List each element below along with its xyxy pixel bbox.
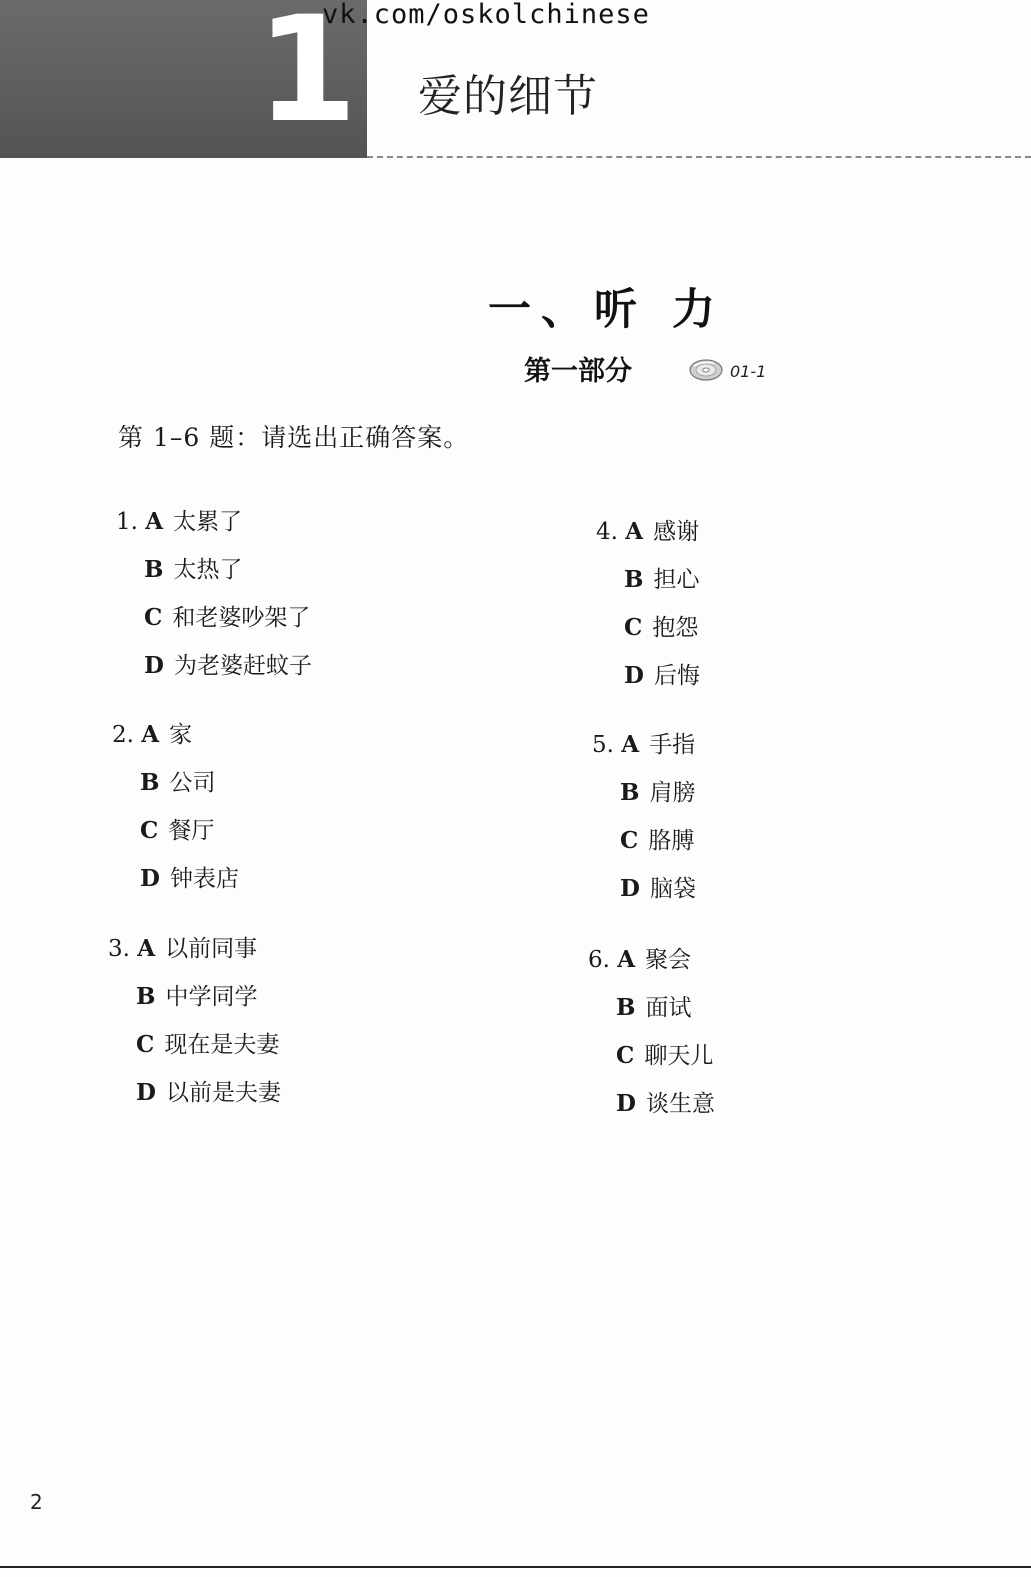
option-letter: D xyxy=(144,652,164,679)
option-letter: A xyxy=(625,518,644,545)
watermark: vk.com/oskolchinese xyxy=(322,0,650,30)
option-text: 手指 xyxy=(649,732,696,758)
option-text: 中学同学 xyxy=(165,984,258,1010)
question-5 xyxy=(592,721,696,913)
option-letter: B xyxy=(144,556,164,583)
option-letter: B xyxy=(136,983,156,1010)
chapter-title: 爱的细节 xyxy=(418,71,598,122)
option-text: 担心 xyxy=(653,567,700,593)
option-text: 以前同事 xyxy=(165,936,258,962)
track-label: 01-1 xyxy=(730,362,767,381)
question-number: 3. xyxy=(108,936,130,962)
option-letter: D xyxy=(624,662,644,689)
option-letter: A xyxy=(137,935,156,962)
option-text: 抱怨 xyxy=(652,615,699,641)
option-letter: C xyxy=(140,817,159,844)
option-text: 以前是夫妻 xyxy=(165,1080,281,1106)
option-text: 为老婆赶蚊子 xyxy=(173,653,312,679)
header-divider xyxy=(367,156,1031,158)
question-2 xyxy=(112,711,239,903)
option-text: 感谢 xyxy=(653,519,700,545)
question-number: 6. xyxy=(588,947,610,973)
option-letter: D xyxy=(140,865,160,892)
option-text: 钟表店 xyxy=(169,866,239,892)
option-letter: C xyxy=(136,1031,155,1058)
option-text: 公司 xyxy=(169,770,216,796)
question-number: 2. xyxy=(112,722,134,748)
option-letter: A xyxy=(621,731,640,758)
option-text: 和老婆吵架了 xyxy=(172,605,311,631)
option-letter: B xyxy=(624,566,644,593)
cd-icon[interactable] xyxy=(688,358,724,382)
option-letter: B xyxy=(620,779,640,806)
page-number: 2 xyxy=(30,1490,43,1514)
question-4 xyxy=(596,508,700,700)
instruction-text: 第 1–6 题：请选出正确答案。 xyxy=(118,423,470,452)
option-text: 谈生意 xyxy=(645,1091,715,1117)
section-title: 一、听 力 xyxy=(488,285,725,335)
option-letter: C xyxy=(624,614,643,641)
option-text: 现在是夫妻 xyxy=(164,1032,280,1058)
question-number: 4. xyxy=(596,519,618,545)
option-letter: D xyxy=(616,1090,636,1117)
option-text: 胳膊 xyxy=(648,828,695,854)
option-text: 聚会 xyxy=(645,947,692,973)
option-letter: C xyxy=(620,827,639,854)
question-number: 1. xyxy=(116,509,138,535)
question-number: 5. xyxy=(592,732,614,758)
option-letter: C xyxy=(144,604,163,631)
chapter-number: 1 xyxy=(256,0,358,155)
bottom-divider xyxy=(0,1566,1031,1568)
option-text: 太累了 xyxy=(173,509,243,535)
option-text: 家 xyxy=(169,722,193,748)
option-text: 餐厅 xyxy=(168,818,215,844)
option-letter: B xyxy=(140,769,160,796)
question-1 xyxy=(116,498,312,690)
option-text: 面试 xyxy=(645,995,692,1021)
option-letter: D xyxy=(620,875,640,902)
option-text: 太热了 xyxy=(173,557,243,583)
option-letter: A xyxy=(145,508,164,535)
question-6 xyxy=(588,936,715,1128)
option-letter: A xyxy=(141,721,160,748)
chapter-header-block xyxy=(0,0,367,158)
option-text: 脑袋 xyxy=(649,876,696,902)
option-letter: C xyxy=(616,1042,635,1069)
option-text: 聊天儿 xyxy=(644,1043,714,1069)
question-3 xyxy=(108,925,281,1117)
part-title: 第一部分 xyxy=(524,356,632,387)
option-letter: B xyxy=(616,994,636,1021)
option-text: 后悔 xyxy=(653,663,700,689)
option-letter: A xyxy=(617,946,636,973)
option-text: 肩膀 xyxy=(649,780,696,806)
option-letter: D xyxy=(136,1079,156,1106)
